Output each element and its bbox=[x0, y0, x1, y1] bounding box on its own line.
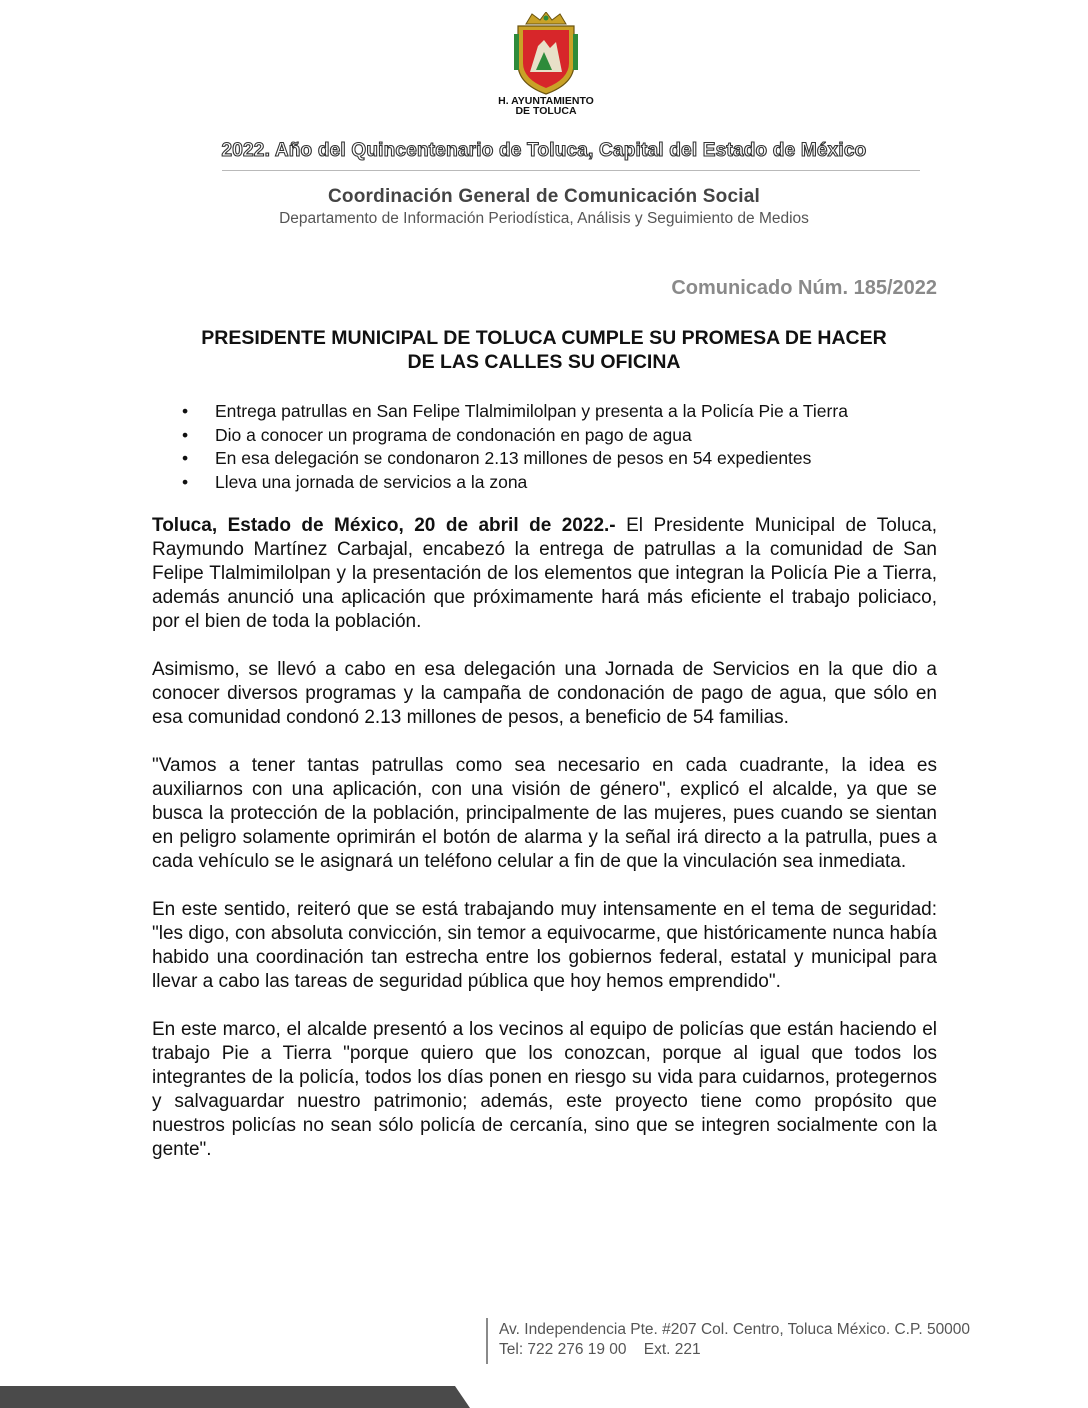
bullet-item: • Lleva una jornada de servicios a la zona bbox=[182, 471, 962, 495]
paragraph-5: En este marco, el alcalde presentó a los vecinos al equipo de policías que están haciendo el trabajo Pie a Tierra "porque quiero que los conozcan, porque al igual que todos los integrantes de la policía, todos los días ponen en riesgo su vida para cuidarnos, protegernos y salvaguardar nuestro patrimonio; además, este proyecto tiene como propósito que nuestros policías no sean sólo policía de cercanía, sino que se integren socialmente con la gente". bbox=[152, 1019, 937, 1160]
paragraph-1-text: El Presidente Municipal de Toluca, Raymundo Martínez Carbajal, encabezó la entrega de patrullas a la comunidad de San Felipe Tlalmimilolpan y la presentación de los elementos que integran la Policía Pie a Tierra, además anunció una aplicación que próximamente hará más eficiente el trabajo policiaco, por el bien de toda la población. bbox=[152, 515, 937, 632]
comunicado-number: Comunicado Núm. 185/2022 bbox=[671, 277, 937, 299]
headline-line2: DE LAS CALLES SU OFICINA bbox=[407, 351, 681, 373]
headline bbox=[152, 326, 936, 374]
bullet-item: • En esa delegación se condonaron 2.13 millones de pesos en 54 expedientes bbox=[182, 447, 962, 471]
header-divider bbox=[222, 170, 920, 171]
toluca-crest-logo bbox=[492, 12, 600, 120]
department-title: Departamento de Información Periodística, Análisis y Seguimiento de Medios bbox=[279, 210, 809, 227]
footer-stripe bbox=[0, 1386, 1088, 1408]
footer-divider bbox=[486, 1318, 488, 1364]
bullet-item: • Dio a conocer un programa de condonación en pago de agua bbox=[182, 424, 962, 448]
dateline: Toluca, Estado de México, 20 de abril de 2022.- bbox=[152, 515, 616, 536]
footer-telephone: Tel: 722 276 19 00 Ext. 221 bbox=[499, 1341, 701, 1358]
paragraph-4: En este sentido, reiteró que se está trabajando muy intensamente en el tema de seguridad: "les digo, con absoluta convicción, sin temor a equivocarme, que históricamente nunca había habido una coordinación tan estrecha entre los gobiernos federal, estatal y municipal para llevar a cabo las tareas de seguridad pública que hoy hemos emprendido". bbox=[152, 899, 937, 992]
paragraph-3: "Vamos a tener tantas patrullas como sea necesario en cada cuadrante, la idea es auxiliarnos con una aplicación, con una visión de género", explicó el alcalde, ya que se busca la protección de la población, principalmente de las mujeres, pues cuando se sientan en peligro solamente oprimirán el botón de alarma y la señal irá directo a la patrulla, pues a cada vehículo se le asignará un teléfono celular a fin de que la vinculación sea inmediata. bbox=[152, 755, 937, 872]
logo-text-line2: DE TOLUCA bbox=[515, 105, 577, 117]
paragraph-2: Asimismo, se llevó a cabo en esa delegación una Jornada de Servicios en la que dio a conocer diversos programas y la campaña de condonación de pago de agua, que sólo en esa comunidad condonó 2.13 millones de pesos, a beneficio de 54 familias. bbox=[152, 659, 937, 728]
year-motto: 2022. Año del Quincentenario de Toluca, Capital del Estado de México bbox=[221, 140, 867, 161]
summary-bullet-list bbox=[182, 400, 962, 494]
article-body bbox=[152, 514, 937, 1186]
bullet-item: • Entrega patrullas en San Felipe Tlalmimilolpan y presenta a la Policía Pie a Tierra bbox=[182, 400, 962, 424]
crest-icon bbox=[510, 12, 582, 98]
coordination-title: Coordinación General de Comunicación Social bbox=[328, 186, 760, 207]
footer-address: Av. Independencia Pte. #207 Col. Centro, Toluca México. C.P. 50000 bbox=[499, 1321, 971, 1338]
paragraph-1 bbox=[152, 514, 937, 634]
headline-line1: PRESIDENTE MUNICIPAL DE TOLUCA CUMPLE SU PROMESA DE HACER bbox=[201, 327, 887, 349]
logo-text-line1: H. AYUNTAMIENTO bbox=[498, 95, 594, 107]
